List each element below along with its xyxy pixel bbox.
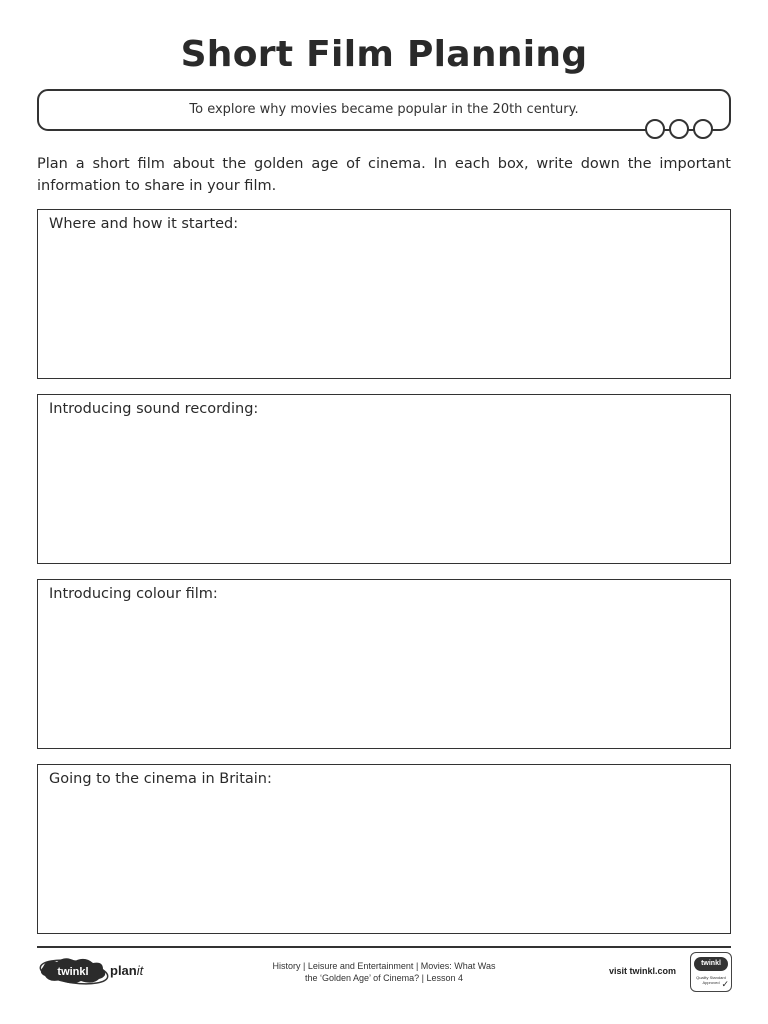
page-title: Short Film Planning <box>180 34 588 75</box>
circle-icon <box>693 119 713 139</box>
box-label: Where and how it started: <box>49 216 239 232</box>
answer-box-sound-recording[interactable] <box>37 394 731 564</box>
footer-divider <box>37 946 731 948</box>
objective-banner <box>37 89 731 131</box>
instructions: Plan a short film about the golden age of cinema. In each box, write down the important information to share in your film. <box>37 156 731 194</box>
checkmark-icon: ✓ <box>721 980 729 990</box>
badge-line-1: Quality Standard <box>696 975 726 980</box>
logo-text: twinkl <box>57 966 89 978</box>
film-reel-decoration <box>645 119 713 139</box>
planit-italic: it <box>136 963 144 978</box>
answer-box-where-started[interactable] <box>37 209 731 379</box>
planit-bold: plan <box>110 963 137 978</box>
badge-logo: twinkl <box>694 957 728 971</box>
objective-text: To explore why movies became popular in the 20th century. <box>189 102 579 117</box>
answer-box-cinema-britain[interactable] <box>37 764 731 934</box>
footer-meta-line-1: History | Leisure and Entertainment | Movies: What Was <box>272 961 496 971</box>
footer-meta-line-2: the ‘Golden Age’ of Cinema? | Lesson 4 <box>304 973 464 983</box>
badge-line-2: Approved <box>702 980 720 985</box>
quality-badge-icon <box>690 952 732 992</box>
box-label: Introducing sound recording: <box>49 401 259 417</box>
twinkl-logo-icon <box>37 952 117 992</box>
box-label: Going to the cinema in Britain: <box>49 771 272 787</box>
circle-icon <box>645 119 665 139</box>
footer-lesson-info <box>250 960 518 984</box>
visit-link[interactable]: visit twinkl.com <box>609 966 677 976</box>
planit-logo <box>110 963 143 978</box>
circle-icon <box>669 119 689 139</box>
answer-box-colour-film[interactable] <box>37 579 731 749</box>
box-label: Introducing colour film: <box>49 586 218 602</box>
